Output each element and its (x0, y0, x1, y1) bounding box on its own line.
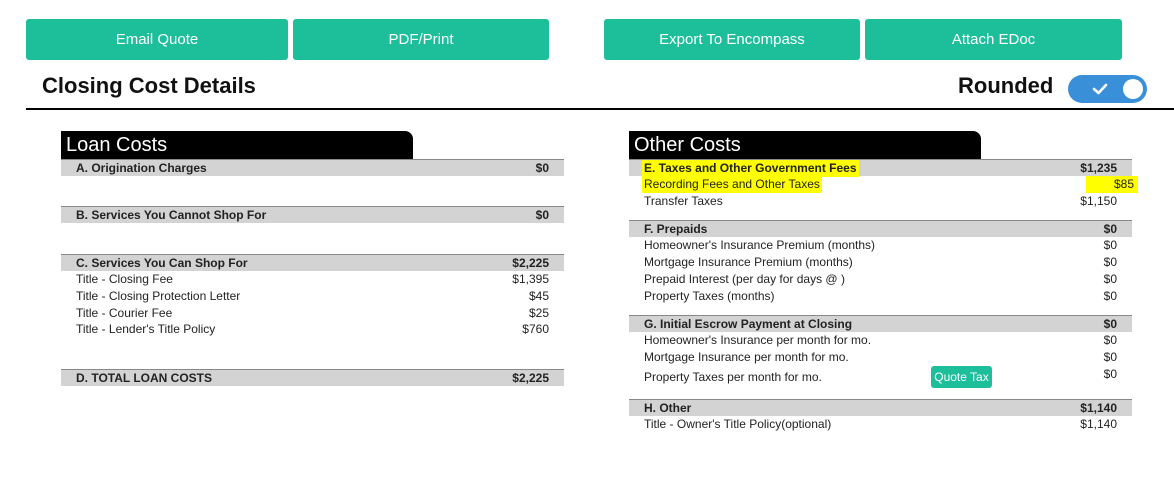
section-label: F. Prepaids (644, 222, 708, 236)
email-quote-button[interactable]: Email Quote (26, 19, 288, 60)
list-item (61, 288, 564, 305)
section-c-header (61, 254, 564, 271)
list-item (629, 193, 1132, 210)
list-item (61, 305, 564, 322)
section-label: G. Initial Escrow Payment at Closing (644, 317, 853, 331)
section-label: H. Other (644, 401, 692, 415)
export-encompass-button[interactable]: Export To Encompass (604, 19, 860, 60)
section-value: $2,225 (512, 371, 549, 385)
check-icon (1090, 79, 1110, 99)
section-g-header (629, 315, 1132, 332)
item-label: Property Taxes (months) (644, 289, 775, 303)
item-label: Homeowner's Insurance per month for mo. (644, 333, 872, 347)
item-value: $0 (1103, 255, 1117, 269)
list-item (61, 271, 564, 288)
attach-edoc-button[interactable]: Attach EDoc (865, 19, 1122, 60)
list-item (629, 366, 1132, 383)
list-item (61, 321, 564, 338)
header-divider (26, 108, 1174, 110)
section-value: $0 (535, 208, 549, 222)
section-label: A. Origination Charges (76, 161, 207, 175)
section-d-header (61, 369, 564, 386)
toggle-knob (1123, 79, 1143, 99)
section-label: B. Services You Cannot Shop For (76, 208, 267, 222)
item-label: Recording Fees and Other Taxes (644, 177, 820, 191)
item-value: $1,140 (1080, 417, 1117, 431)
list-item (629, 349, 1132, 366)
section-f-header (629, 220, 1132, 237)
item-value: $1,395 (512, 272, 549, 286)
list-item (629, 176, 1132, 193)
item-value: $0 (1103, 272, 1117, 286)
quote-tax-button[interactable]: Quote Tax (931, 366, 992, 388)
other-costs-title: Other Costs (629, 131, 981, 159)
loan-costs-title: Loan Costs (61, 131, 413, 159)
list-item (629, 416, 1132, 433)
section-label: E. Taxes and Other Government Fees (644, 161, 857, 175)
section-value: $0 (1103, 317, 1117, 331)
rounded-toggle[interactable] (1068, 75, 1147, 103)
section-value: $0 (535, 161, 549, 175)
pdf-print-button[interactable]: PDF/Print (293, 19, 549, 60)
item-value: $45 (528, 289, 549, 303)
section-value: $1,235 (1080, 161, 1117, 175)
item-value: $760 (522, 322, 549, 336)
item-value: $0 (1103, 367, 1117, 381)
item-label: Mortgage Insurance per month for mo. (644, 350, 849, 364)
list-item (629, 237, 1132, 254)
item-value: $0 (1103, 350, 1117, 364)
page-title: Closing Cost Details (42, 73, 256, 98)
section-e-header (629, 159, 1132, 176)
list-item (629, 271, 1132, 288)
item-value: $85 (1086, 176, 1138, 193)
item-label: Homeowner's Insurance Premium (months) (644, 238, 876, 252)
item-label: Title - Owner's Title Policy(optional) (644, 417, 832, 431)
item-label: Title - Courier Fee (76, 306, 173, 320)
section-h-header (629, 399, 1132, 416)
section-value: $1,140 (1080, 401, 1117, 415)
section-value: $2,225 (512, 256, 549, 270)
section-value: $0 (1103, 222, 1117, 236)
item-label: Transfer Taxes (644, 194, 723, 208)
item-label: Title - Lender's Title Policy (76, 322, 216, 336)
item-value: $25 (528, 306, 549, 320)
section-b-header (61, 206, 564, 223)
section-label: C. Services You Can Shop For (76, 256, 248, 270)
list-item (629, 254, 1132, 271)
item-label: Property Taxes per month for mo. (644, 370, 822, 384)
list-item (629, 332, 1132, 349)
list-item (629, 288, 1132, 305)
item-label: Prepaid Interest (per day for days @ ) (644, 272, 845, 286)
rounded-label: Rounded (958, 73, 1054, 98)
item-value: $1,150 (1080, 194, 1117, 208)
item-label: Mortgage Insurance Premium (months) (644, 255, 853, 269)
item-value: $0 (1103, 333, 1117, 347)
item-label: Title - Closing Protection Letter (76, 289, 241, 303)
section-label: D. TOTAL LOAN COSTS (76, 371, 213, 385)
section-a-header (61, 159, 564, 176)
item-label: Title - Closing Fee (76, 272, 173, 286)
item-value: $0 (1103, 238, 1117, 252)
item-value: $0 (1103, 289, 1117, 303)
